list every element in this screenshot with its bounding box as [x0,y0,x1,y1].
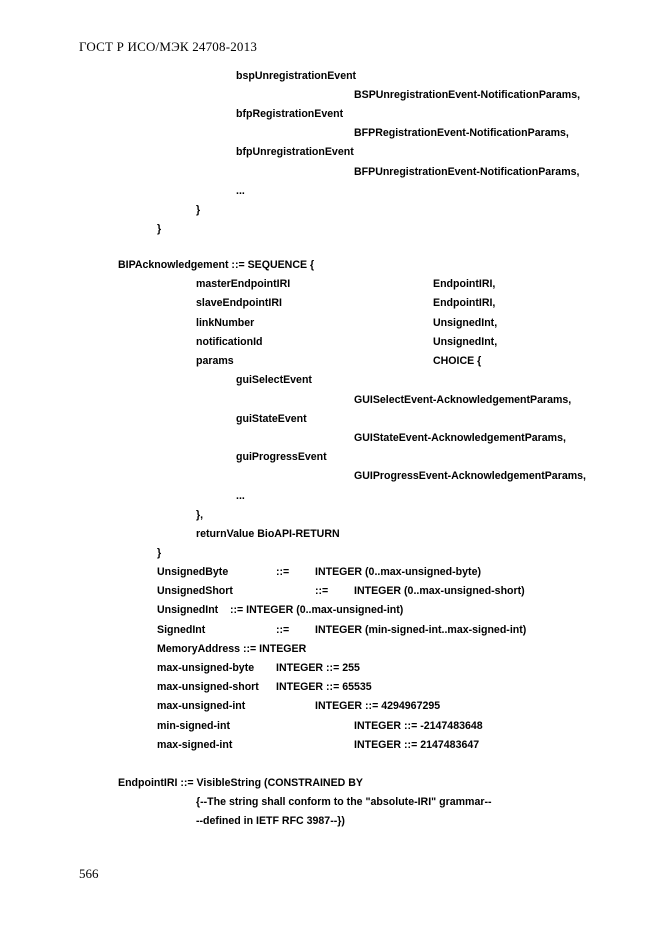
page-number: 566 [79,866,99,881]
type-unsigned-short: UnsignedShort [157,585,233,597]
endpoint-iri-declaration: EndpointIRI ::= VisibleString (CONSTRAINED BY [118,777,363,789]
choice-type-gui-state: GUIStateEvent-AcknowledgementParams, [354,432,566,444]
const-max-unsigned-int: max-unsigned-int [157,700,246,712]
assign-operator: ::= [276,566,290,578]
field-notification-id: notificationId [196,336,263,348]
ellipsis: ... [236,185,245,197]
field-type: EndpointIRI, [433,278,496,290]
closing-brace: }, [196,509,204,521]
const-value: INTEGER ::= -2147483648 [354,720,483,732]
type-signed-int: SignedInt [157,624,206,636]
assign-operator: ::= [276,624,290,636]
field-type: UnsignedInt, [433,317,498,329]
type-definition: INTEGER (min-signed-int..max-signed-int) [315,624,527,636]
field-type: CHOICE { [433,355,482,367]
running-header: ГОСТ Р ИСО/МЭК 24708-2013 [79,39,258,54]
choice-type-bfp-registration: BFPRegistrationEvent-NotificationParams, [354,127,569,139]
type-definition: INTEGER (0..max-unsigned-byte) [315,566,481,578]
field-params: params [196,355,234,367]
choice-alt-gui-progress: guiProgressEvent [236,451,327,463]
const-value: INTEGER ::= 2147483647 [354,739,480,751]
choice-alt-bfp-unregistration: bfpUnregistrationEvent [236,146,354,158]
const-max-unsigned-short: max-unsigned-short [157,681,259,693]
const-min-signed-int: min-signed-int [157,720,230,732]
type-unsigned-int: UnsignedInt ::= INTEGER (0..max-unsigned-int) [157,604,404,616]
field-type: EndpointIRI, [433,297,496,309]
type-memory-address: MemoryAddress ::= INTEGER [157,643,307,655]
choice-type-gui-select: GUISelectEvent-AcknowledgementParams, [354,394,572,406]
const-max-unsigned-byte: max-unsigned-byte [157,662,255,674]
field-master-endpoint-iri: masterEndpointIRI [196,278,291,290]
field-slave-endpoint-iri: slaveEndpointIRI [196,297,282,309]
type-definition: INTEGER (0..max-unsigned-short) [354,585,525,597]
choice-alt-gui-select: guiSelectEvent [236,374,312,386]
type-unsigned-byte: UnsignedByte [157,566,229,578]
choice-alt-bfp-registration: bfpRegistrationEvent [236,108,344,120]
closing-brace: } [157,223,162,235]
field-return-value: returnValue BioAPI-RETURN [196,528,340,540]
choice-type-gui-progress: GUIProgressEvent-AcknowledgementParams, [354,470,586,482]
endpoint-iri-comment: --defined in IETF RFC 3987--}) [196,815,345,827]
assign-operator: ::= [315,585,329,597]
closing-brace: } [157,547,162,559]
field-link-number: linkNumber [196,317,255,329]
choice-alt-bsp-unregistration: bspUnregistrationEvent [236,70,357,82]
choice-type-bsp-unregistration: BSPUnregistrationEvent-NotificationParams, [354,89,581,101]
ellipsis: ... [236,490,245,502]
const-value: INTEGER ::= 65535 [276,681,372,693]
const-value: INTEGER ::= 4294967295 [315,700,441,712]
closing-brace: } [196,204,201,216]
bip-acknowledgement-declaration: BIPAcknowledgement ::= SEQUENCE { [118,259,315,271]
const-value: INTEGER ::= 255 [276,662,360,674]
endpoint-iri-comment: {--The string shall conform to the "absolute-IRI" grammar-- [196,796,492,808]
const-max-signed-int: max-signed-int [157,739,233,751]
choice-alt-gui-state: guiStateEvent [236,413,307,425]
field-type: UnsignedInt, [433,336,498,348]
choice-type-bfp-unregistration: BFPUnregistrationEvent-NotificationParams, [354,166,580,178]
